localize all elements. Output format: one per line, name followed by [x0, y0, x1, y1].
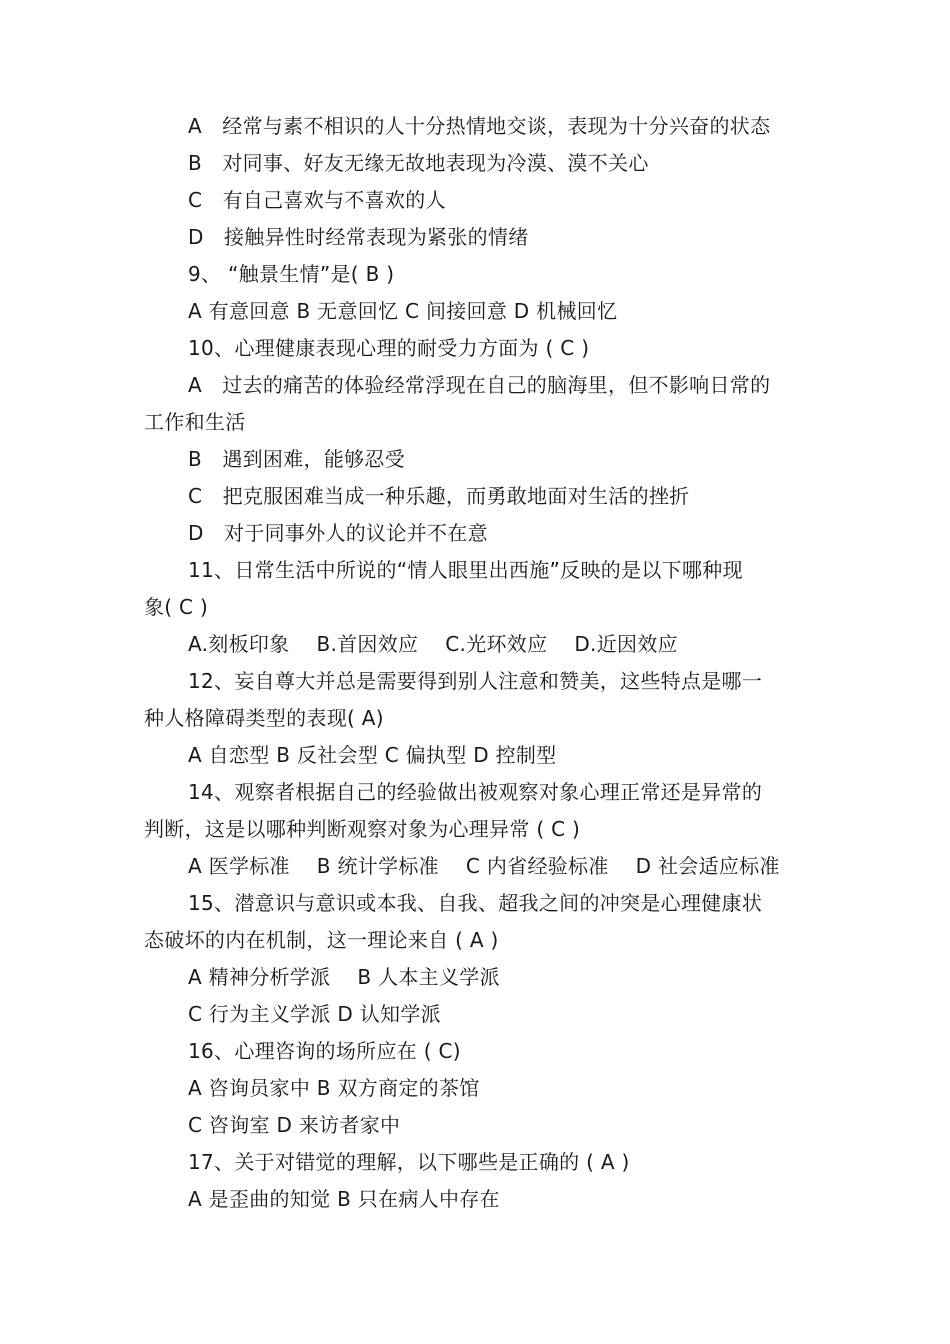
text-line: B 对同事、好友无缘无故地表现为冷漠、漠不关心 [188, 151, 649, 175]
text-line: A 经常与素不相识的人十分热情地交谈，表现为十分兴奋的状态 [188, 114, 771, 138]
text-line: C 把克服困难当成一种乐趣，而勇敢地面对生活的挫折 [188, 484, 690, 508]
text-line: D 对于同事外人的议论并不在意 [188, 521, 488, 545]
text-line: 判断，这是以哪种判断观察对象为心理异常 ( C ) [144, 817, 581, 841]
question-line: 10、心理健康表现心理的耐受力方面为 ( C ) [188, 336, 590, 360]
text-line: A 咨询员家中 B 双方商定的茶馆 [188, 1076, 480, 1100]
text-line: 象( C ) [144, 595, 209, 619]
question-line: 11、日常生活中所说的“情人眼里出西施”反映的是以下哪种现 [188, 558, 743, 582]
text-line: 态破坏的内在机制，这一理论来自 ( A ) [144, 928, 499, 952]
text-line: A 是歪曲的知觉 B 只在病人中存在 [188, 1187, 500, 1211]
text-line: A 精神分析学派 B 人本主义学派 [188, 965, 500, 989]
text-line: A 自恋型 B 反社会型 C 偏执型 D 控制型 [188, 743, 557, 767]
text-line: A.刻板印象 B.首因效应 C.光环效应 D.近因效应 [188, 632, 678, 656]
text-line: 种人格障碍类型的表现( A) [144, 706, 384, 730]
question-line: 15、潜意识与意识或本我、自我、超我之间的冲突是心理健康状 [188, 891, 763, 915]
text-line: D 接触异性时经常表现为紧张的情绪 [188, 225, 529, 249]
text-line: A 医学标准 B 统计学标准 C 内省经验标准 D 社会适应标准 [188, 854, 780, 878]
question-line: 12、妄自尊大并总是需要得到别人注意和赞美，这些特点是哪一 [188, 669, 763, 693]
text-line: A 有意回意 B 无意回忆 C 间接回意 D 机械回忆 [188, 299, 618, 323]
text-line: C 行为主义学派 D 认知学派 [188, 1002, 441, 1026]
question-line: 14、观察者根据自己的经验做出被观察对象心理正常还是异常的 [188, 780, 763, 804]
text-line: C 咨询室 D 来访者家中 [188, 1113, 401, 1137]
question-line: 16、心理咨询的场所应在 ( C) [188, 1039, 461, 1063]
question-line: 9、 “触景生情”是( B ) [188, 262, 395, 286]
text-line: B 遇到困难，能够忍受 [188, 447, 406, 471]
text-line: 工作和生活 [144, 410, 246, 434]
text-line: C 有自己喜欢与不喜欢的人 [188, 188, 446, 212]
text-line: A 过去的痛苦的体验经常浮现在自己的脑海里，但不影响日常的 [188, 373, 771, 397]
question-line: 17、关于对错觉的理解，以下哪些是正确的 ( A ) [188, 1150, 630, 1174]
